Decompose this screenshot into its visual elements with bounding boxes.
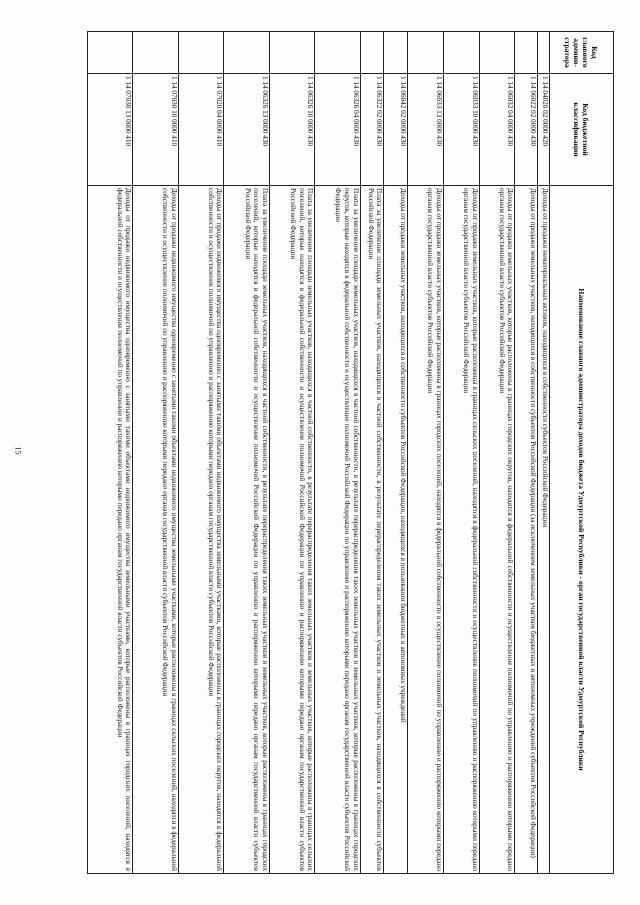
- admin-cell: [178, 32, 223, 74]
- name-cell: Плата за увеличение площади земельных участков, находящихся в частной собственности, в результате перераспределения таких земельных участков и земельных участков, находящихся в собственности субъектов Российской Федерации: [360, 186, 384, 874]
- code-cell: 1 14 06322 02 0000 430: [360, 74, 384, 186]
- name-cell: Доходы от продажи нематериальных активов, находящихся в собственности субъектов Российской Федерации: [538, 186, 550, 874]
- table-row: [515, 32, 538, 874]
- admin-cell: [315, 32, 360, 74]
- code-cell: 1 14 06326 10 0000 430: [269, 74, 314, 186]
- table-row: [443, 32, 479, 874]
- admin-cell: [269, 32, 314, 74]
- admin-cell: [479, 32, 515, 74]
- name-cell: Доходы от продажи земельных участков, находящихся в собственности субъектов Российской Федерации, находящихся в пользовании бюджетных и автономных учреждений: [384, 186, 408, 874]
- code-cell: 1 14 06032 04 0000 430: [479, 74, 515, 186]
- name-cell: Плата за увеличение площади земельных участков, находящихся в частной собственности, в результате перераспределения таких земельных участков и земельных участков, которые расположены в границах сельских поселений, которые находятся в федеральной собственности и осуществление полномочий Российской Федерации по управлению и распоряжению которыми передано органам государственной власти субъектов Российской Федерации: [269, 186, 314, 874]
- admin-cell: [133, 32, 178, 74]
- admin-cell: [408, 32, 444, 74]
- table-row: [269, 32, 314, 874]
- code-cell: 1 14 07030 10 0000 410: [133, 74, 178, 186]
- name-cell: Доходы от продажи земельных участков, которые расположены в границах городских округов, находятся в федеральной собственности и осуществление полномочий по управлению и распоряжению которыми передано органам государственной власти субъектов Российской Федерации: [479, 186, 515, 874]
- table-row: [538, 32, 550, 874]
- page-number: 15: [13, 446, 23, 455]
- table-row: [88, 32, 134, 874]
- code-cell: 1 14 07020 04 0000 410: [178, 74, 223, 186]
- name-cell: Доходы от продажи земельных участков, находящихся в собственности субъектов Российской Федерации (за исключением земельных участков бюджетных и автономных учреждений субъектов Российской Федерации): [515, 186, 538, 874]
- code-cell: 1 14 06042 02 0000 430: [384, 74, 408, 186]
- table-row: [224, 32, 269, 874]
- table-row: [178, 32, 223, 874]
- code-cell: 1 14 06326 04 0000 430: [315, 74, 360, 186]
- admin-cell: [515, 32, 538, 74]
- rotated-table-wrapper: [87, 31, 614, 873]
- name-cell: Доходы от продажи земельных участков, которые расположены в границах сельских поселений, находятся в федеральной собственности и осуществление полномочий по управлению и распоряжению которыми передано органам государственной власти субъектов Российской Федерации: [443, 186, 479, 874]
- name-cell: Доходы от продажи недвижимого имущества одновременно с занятыми такими объектами недвижимого имущества земельными участками, которые расположены в границах городских поселений, находятся в федеральной собственности и осуществление полномочий по управлению и распоряжению которыми передано органам государственной власти субъектов Российской Федерации: [88, 186, 134, 874]
- name-cell: Доходы от продажи недвижимого имущества одновременно с занятыми такими объектами недвижимого имущества земельными участками, которые расположены в границах сельских поселений, находятся в федеральной собственности и осуществление полномочий по управлению и распоряжению которыми передано органам государственной власти субъектов Российской Федерации: [133, 186, 178, 874]
- code-cell: 1 14 06033 13 0000 430: [408, 74, 444, 186]
- table-row: [408, 32, 444, 874]
- admin-cell: [538, 32, 550, 74]
- header-name: Наименование главного администратора доходов бюджета Удмуртской Республики - орган государственной власти Удмуртской Республики: [550, 186, 614, 874]
- table-row: [133, 32, 178, 874]
- code-cell: 1 14 07030 13 0000 410: [88, 74, 134, 186]
- table-row: [384, 32, 408, 874]
- table-header-row: [550, 32, 614, 874]
- header-admin-code: Код главного админи-стратора: [550, 32, 614, 74]
- admin-cell: [360, 32, 384, 74]
- code-cell: 1 14 06033 10 0000 430: [443, 74, 479, 186]
- code-cell: 1 14 06326 13 0000 430: [224, 74, 269, 186]
- name-cell: Доходы от продажи земельных участков, которые расположены в границах городских поселений, находятся в федеральной собственности и осуществление полномочий по управлению и распоряжению которыми передано органам государственной власти субъектов Российской Федерации: [408, 186, 444, 874]
- header-budget-code: Код бюджетной классификации: [550, 74, 614, 186]
- table-row: [360, 32, 384, 874]
- revenue-admin-table: [87, 31, 614, 874]
- admin-cell: [224, 32, 269, 74]
- name-cell: Плата за увеличение площади земельных участков, находящихся в частной собственности, в результате перераспределения таких земельных участков и земельных участков, которые расположены в границах городских округов, которые находятся в федеральной собственности и осуществление полномочий Российской Федерации по управлению и распоряжению которыми передано органам государственной власти субъектов Российской Федерации: [315, 186, 360, 874]
- table-row: [479, 32, 515, 874]
- name-cell: Плата за увеличение площади земельных участков, находящихся в частной собственности, в результате перераспределения таких земельных участков и земельных участков, которые расположены в границах городских поселений, которые находятся в федеральной собственности и осуществление полномочий Российской Федерации по управлению и распоряжению которыми передано органам государственной власти субъектов Российской Федерации: [224, 186, 269, 874]
- code-cell: 1 14 06022 02 0000 430: [515, 74, 538, 186]
- code-cell: 1 14 04020 02 0000 420: [538, 74, 550, 186]
- admin-cell: [88, 32, 134, 74]
- name-cell: Доходы от продажи недвижимого имущества одновременно с занятыми такими объектами недвижимого имущества земельными участками, которые расположены в границах городских округов, находятся в федеральной собственности и осуществление полномочий по управлению и распоряжению которыми передано органам государственной власти субъектов Российской Федерации: [178, 186, 223, 874]
- admin-cell: [443, 32, 479, 74]
- table-row: [315, 32, 360, 874]
- admin-cell: [384, 32, 408, 74]
